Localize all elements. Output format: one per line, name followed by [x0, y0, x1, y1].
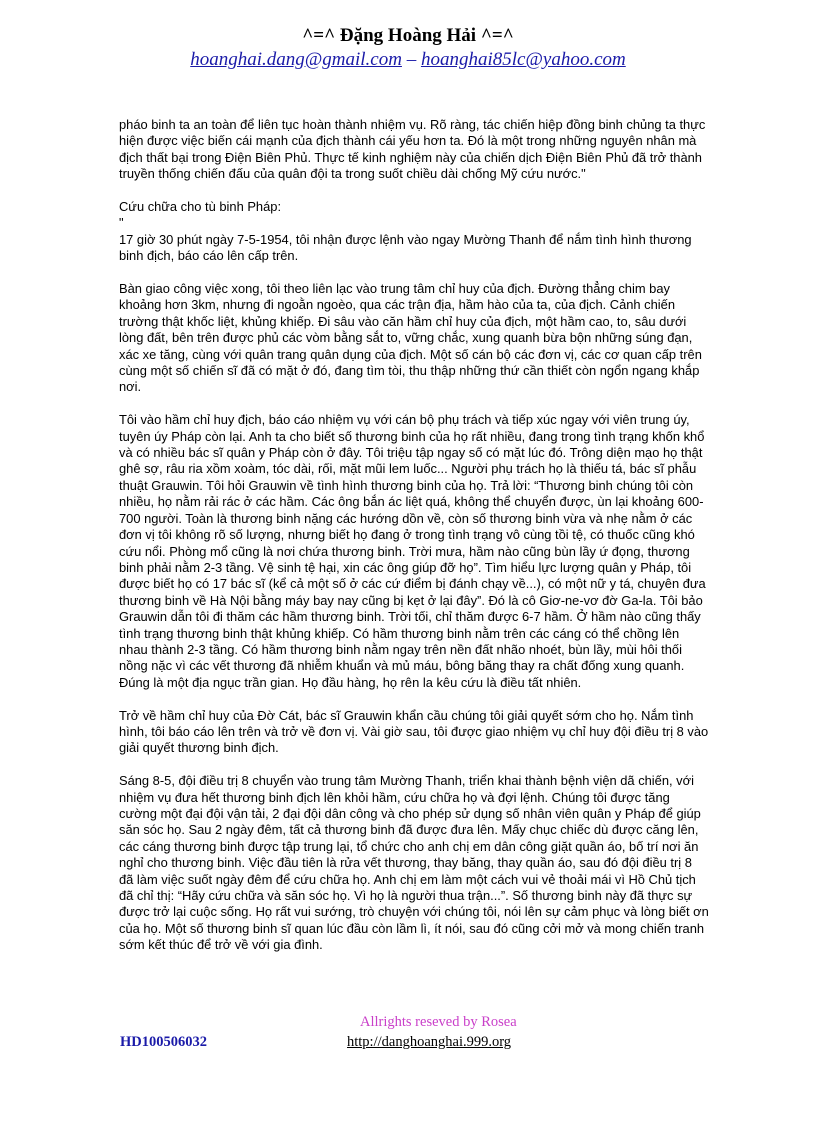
email-separator: – — [401, 49, 421, 70]
paragraph: Bàn giao công việc xong, tôi theo liên lạc vào trung tâm chỉ huy của địch. Đường thẳng chim bay khoảng hơn 3km, nhưng đi ngoằn ngoèo, qua các trận địa, hầm hào của ta, của địch. Cảnh chiến trường thật khốc liệt, khủng khiếp. Đi sâu vào căn hầm chỉ huy của địch, một hầm cao, to, sâu dưới lòng đất, bên trên được phủ các vòm bằng sắt to, vững chắc, xung quanh bừa bộn những súng đạn, xác xe tăng, cùng với quân trang quân dụng của địch. Một số cán bộ các đơn vị, các cơ quan cấp trên cùng một số chiến sĩ đã có mặt ở đó, đang tìm tòi, thu thập những thứ cần thiết còn ngổn ngang khắp nơi. — [119, 281, 702, 395]
paragraph: Cứu chữa cho tù binh Pháp: " 17 giờ 30 phút ngày 7-5-1954, tôi nhận được lệnh vào ngay Mường Thanh để nắm tình hình thương binh địch, báo cáo lên cấp trên. — [119, 199, 692, 264]
paragraph: Trở về hầm chỉ huy của Đờ Cát, bác sĩ Grauwin khẩn cầu chúng tôi giải quyết sớm cho họ. Nắm tình hình, tôi báo cáo lên trên và trở về đơn vị. Vài giờ sau, tôi được giao nhiệm vụ chỉ huy đội điều trị 8 vào giải quyết thương binh địch. — [119, 707, 709, 756]
copyright-credit: Allrights reseved by Rosea — [360, 1014, 517, 1030]
author-title: ^=^ Đặng Hoàng Hải ^=^ — [302, 25, 514, 46]
paragraph: pháo binh ta an toàn để liên tục hoàn thành nhiệm vụ. Rõ ràng, tác chiến hiệp đồng binh chủng ta thực hiện được việc biến cái mạnh của địch thành cái yếu hơn ta. Đó là một trong những nguyên nhân mà địch thất bại trong Điện Biên Phủ. Thực tế kinh nghiệm này của chiến dịch Điện Biên Phủ đã trở thành truyền thống chiến đấu của quân đội ta trong suốt chiều dài chống Mỹ cứu nước." — [119, 117, 706, 182]
paragraph: Tôi vào hầm chỉ huy địch, báo cáo nhiệm vụ với cán bộ phụ trách và tiếp xúc ngay với viên trung úy, tuyên úy Pháp còn lại. Anh ta cho biết số thương binh của họ rất nhiều, đang trong tình trạng khốn khổ và có nhiều bác sĩ quân y Pháp còn ở đây. Tôi triệu tập ngay số có mặt lúc đó. Trông diện mạo họ thật ghê sợ, râu ria xồm xoàm, tóc dài, rối, mặt mũi lem luốc... Người phụ trách họ là thiếu tá, bác sĩ phẫu thuật Grauwin. Tôi hỏi Grauwin về tình hình thương binh của họ. Trả lời: “Thương binh chúng tôi còn nhiều, họ nằm rải rác ở các hầm. Các ông bắn ác liệt quá, không thể chuyển được, ùn lại khoảng 600-700 người. Toàn là thương binh nặng các hướng dồn về, còn số thương binh vừa và nhẹ nằm ở các đơn vị tôi không rõ số lượng, nhưng biết họ đang ở trong tình trạng vô cùng tồi tệ, có thuốc cũng khó cứu nổi. Phòng mổ cũng là nơi chứa thương binh. Trời mưa, hầm nào cũng bùn lầy ứ đọng, thương binh phải nằm 2-3 tầng. Vệ sinh tệ hại, xin các ông giúp đỡ họ”. Tìm hiểu lực lượng quân y Pháp, tôi được biết họ có 17 bác sĩ (kể cả một số ở các cứ điểm bị đánh chạy về...), có một nữ y tá, chuyên đưa thương binh về Hà Nội bằng máy bay nay cũng bị kẹt ở lại đây”. Đó là cô Giơ-ne-vơ đờ Ga-la. Tôi bảo Grauwin dẫn tôi đi thăm các hầm thương binh. Trời tối, chỉ thăm được 6-7 hầm. Ở hầm nào cũng thấy tình trạng thương binh thật khủng khiếp. Có hầm thương binh nằm trên các cáng có thể chồng lên nhau thành 2-3 tầng. Có hầm thương binh nằm ngay trên nền đất nhão nhoét, bùn lầy, mùi hôi thối nồng nặc vì các vết thương đã nhiễm khuẩn và mủ máu, bông băng thay ra chất đống xung quanh. Đúng là một địa ngục trần gian. Họ đầu hàng, họ rên la kêu cứu là điều tất nhiên. — [119, 412, 706, 690]
document-body — [119, 117, 709, 970]
page-header — [0, 24, 816, 72]
author-emails — [0, 48, 816, 72]
email-link-yahoo[interactable]: hoanghai85lc@yahoo.com — [420, 49, 626, 70]
email-link-gmail[interactable]: hoanghai.dang@gmail.com — [190, 49, 402, 70]
website-link[interactable]: http://danghoanghai.999.org — [347, 1034, 512, 1050]
paragraph: Sáng 8-5, đội điều trị 8 chuyển vào trung tâm Mường Thanh, triển khai thành bệnh viện dã chiến, với nhiệm vụ đưa hết thương binh địch lên khỏi hầm, cứu chữa họ và đợi lệnh. Chúng tôi được tăng cường một đại đội vận tải, 2 đại đội dân công và cho phép sử dụng số nhân viên quân y Pháp để giúp săn sóc họ. Sau 2 ngày đêm, tất cả thương binh đã được đưa lên. Mấy chục chiếc dù được căng lên, các cáng thương binh được tập trung lại, tổ chức cho anh chị em dân công giặt quần áo, bố trí nơi ăn nghỉ cho thương binh. Việc đầu tiên là rửa vết thương, thay băng, thay quần áo, sau đó đội điều trị 8 đã làm việc suốt ngày đêm để cứu chữa họ. Anh chị em làm một cách vui vẻ thoải mái vì Hồ Chủ tịch đã chỉ thị: “Hãy cứu chữa và săn sóc họ. Vì họ là người thua trận...”. Số thương binh này đã thực sự được trở lại cuộc sống. Họ rất vui sướng, trò chuyện với chúng tôi, nói lên sự cảm phục và lòng biết ơn của họ. Một số thương binh sĩ quan lúc đầu còn lầm lì, ít nói, sau đó cũng cởi mở và mong chiến tranh sớm kết thúc để trở về với gia đình. — [119, 773, 709, 953]
document-code: HD100506032 — [120, 1034, 207, 1050]
